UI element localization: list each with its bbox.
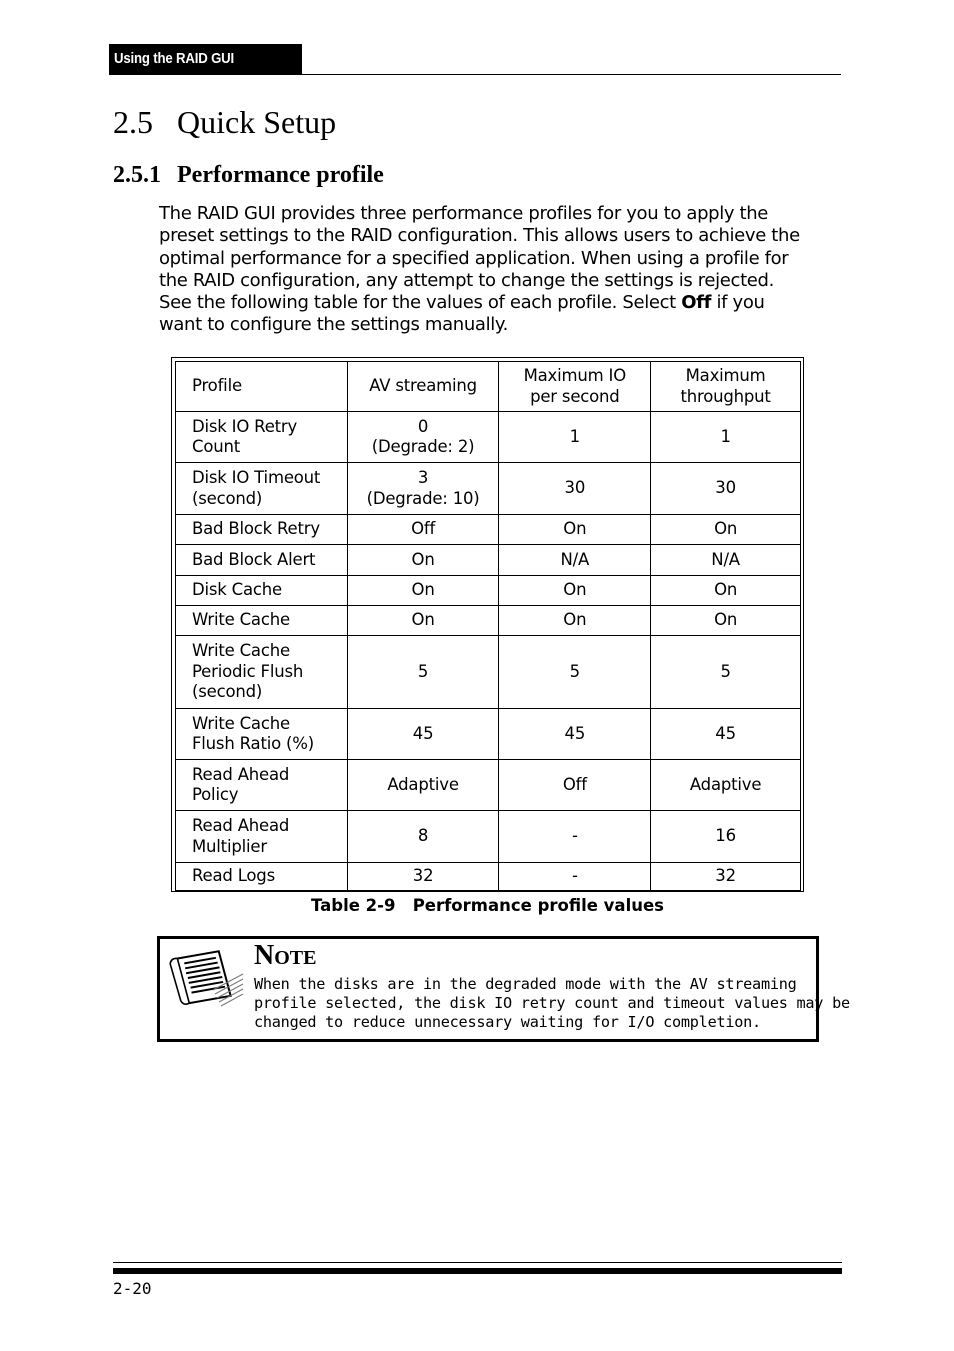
row-label-text: Read Ahead (192, 764, 290, 784)
table-row (176, 463, 801, 515)
table-header-row (176, 362, 801, 412)
table-row (176, 545, 801, 576)
header-cell-profile: Profile (176, 362, 348, 412)
section-heading (113, 104, 336, 141)
cell-av (347, 412, 499, 463)
cell-av: 32 (347, 863, 499, 891)
cell-av: 5 (347, 636, 499, 709)
cell-io: N/A (499, 545, 651, 576)
intro-line: preset settings to the RAID configuration. This allows users to achieve the (159, 225, 800, 247)
cell-av: On (347, 576, 499, 606)
intro-line: the RAID configuration, any attempt to change the settings is rejected. (159, 269, 774, 291)
table-row (176, 636, 801, 709)
note-line: changed to reduce unnecessary waiting for I/O completion. (254, 1013, 761, 1032)
header-text: per second (530, 386, 620, 406)
row-label (176, 760, 348, 811)
cell-av: On (347, 545, 499, 576)
footer-rule-thin (113, 1262, 842, 1263)
row-label: Read Logs (176, 863, 348, 891)
intro-line: The RAID GUI provides three performance profiles for you to apply the (159, 203, 769, 224)
note-title-rest: OTE (274, 947, 317, 969)
row-label-text: (second) (192, 488, 263, 508)
cell-throughput: 16 (651, 811, 801, 863)
row-label-text: Multiplier (192, 836, 267, 856)
cell-io: On (499, 606, 651, 636)
cell-throughput: 1 (651, 412, 801, 463)
cell-throughput: On (651, 515, 801, 545)
header-tab-label: Using the RAID GUI (114, 50, 235, 67)
cell-av: 8 (347, 811, 499, 863)
intro-line (159, 292, 849, 314)
table-row (176, 709, 801, 760)
row-label: Write Cache (176, 606, 348, 636)
row-label-text: Flush Ratio (%) (192, 734, 314, 753)
header-rule (302, 74, 841, 75)
header-cell-max-io (499, 362, 651, 412)
cell-throughput: N/A (651, 545, 801, 576)
table-row (176, 606, 801, 636)
cell-av: On (347, 606, 499, 636)
cell-text: 3 (417, 468, 429, 487)
row-label-text: Periodic Flush (192, 661, 304, 681)
row-label-text: Policy (192, 785, 239, 804)
intro-text: if you (711, 292, 765, 314)
row-label (176, 636, 348, 709)
note-title (254, 940, 316, 974)
header-text: throughput (680, 386, 771, 406)
row-label (176, 709, 348, 760)
row-label-text: Write Cache (192, 641, 290, 661)
cell-io: 1 (499, 412, 651, 463)
footer-rule-thick (113, 1268, 842, 1274)
intro-paragraph (159, 203, 849, 337)
table-row (176, 863, 801, 891)
row-label-text: Disk IO Retry (192, 416, 298, 436)
table-caption: Table 2-9 Performance profile values (311, 896, 664, 915)
note-paper-icon (165, 944, 245, 1010)
cell-throughput: 30 (651, 463, 801, 515)
intro-line: optimal performance for a specified application. When using a profile for (159, 247, 789, 269)
row-label: Bad Block Alert (176, 545, 348, 576)
cell-io: - (499, 811, 651, 863)
cell-io: On (499, 576, 651, 606)
cell-io: - (499, 863, 651, 891)
header-text: Maximum (685, 366, 766, 385)
page-number: 2-20 (113, 1279, 152, 1298)
cell-io: On (499, 515, 651, 545)
row-label (176, 463, 348, 515)
cell-text: (Degrade: 2) (371, 437, 475, 456)
section-number: 2.5 (113, 104, 153, 140)
cell-av: Off (347, 515, 499, 545)
table-row (176, 576, 801, 606)
row-label-text: Read Ahead (192, 816, 290, 835)
cell-throughput: On (651, 576, 801, 606)
subsection-heading (113, 162, 384, 189)
header-cell-av-streaming: AV streaming (347, 362, 499, 412)
cell-throughput: Adaptive (651, 760, 801, 811)
table-row (176, 811, 801, 863)
cell-throughput: On (651, 606, 801, 636)
note-title-initial: N (254, 940, 275, 971)
row-label (176, 811, 348, 863)
header-text: Maximum IO (523, 366, 627, 385)
section-title: Quick Setup (177, 104, 337, 140)
cell-av (347, 463, 499, 515)
cell-io: 5 (499, 636, 651, 709)
cell-io: 45 (499, 709, 651, 760)
header-cell-max-throughput (651, 362, 801, 412)
note-line: profile selected, the disk IO retry count and timeout values may be (254, 994, 850, 1013)
row-label-text: (second) (192, 682, 263, 702)
header-tab (109, 44, 302, 75)
table-row (176, 760, 801, 811)
cell-throughput: 32 (651, 863, 801, 891)
cell-throughput: 45 (651, 709, 801, 760)
performance-profile-table (175, 361, 801, 891)
cell-av: Adaptive (347, 760, 499, 811)
note-line: When the disks are in the degraded mode with the AV streaming (254, 975, 797, 993)
row-label: Disk Cache (176, 576, 348, 606)
row-label-text: Write Cache (192, 713, 290, 733)
note-text (254, 975, 850, 1033)
intro-text: See the following table for the values of each profile. Select (159, 292, 682, 314)
cell-text: (Degrade: 10) (366, 488, 480, 508)
subsection-number: 2.5.1 (113, 162, 161, 188)
table-row (176, 412, 801, 463)
row-label (176, 412, 348, 463)
row-label-text: Count (192, 437, 241, 456)
row-label-text: Disk IO Timeout (192, 468, 321, 487)
cell-av: 45 (347, 709, 499, 760)
cell-io: 30 (499, 463, 651, 515)
off-keyword: Off (681, 292, 712, 314)
cell-throughput: 5 (651, 636, 801, 709)
cell-text: 0 (417, 416, 429, 436)
table-row (176, 515, 801, 545)
subsection-title: Performance profile (177, 162, 384, 188)
row-label: Bad Block Retry (176, 515, 348, 545)
cell-io: Off (499, 760, 651, 811)
intro-line: want to configure the settings manually. (159, 314, 509, 336)
